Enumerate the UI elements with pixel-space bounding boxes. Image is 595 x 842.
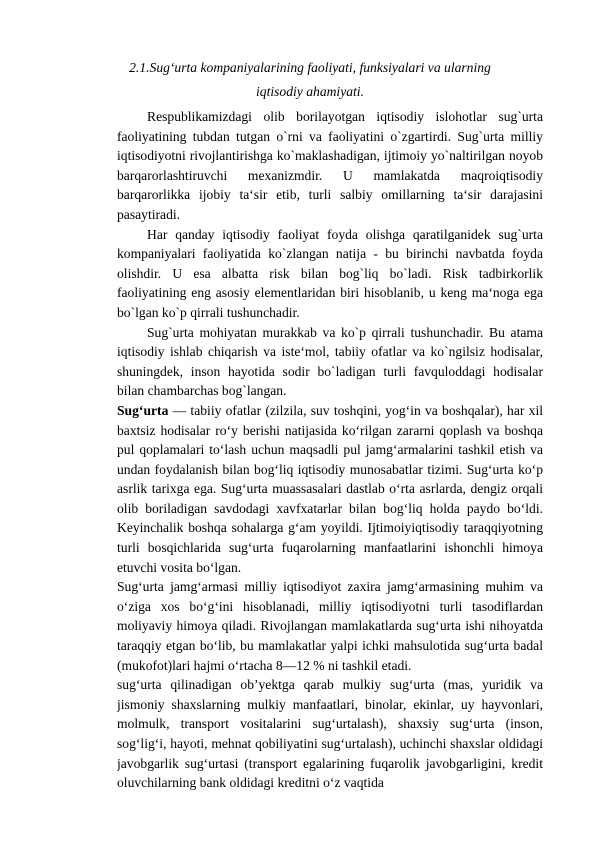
paragraph-definition [117,401,543,577]
paragraph-insurance-essence: Sug`urta mohiyatan murakkab va ko`p qirrali tushunchadir. Bu atama iqtisodiy ishlab chiqarish va iste‘mol, tabiiy ofatlar va ko`ngilsiz hodisalar, shuningdek, inson hayotida sodir bo`ladigan turli favquloddagi hodisalar bilan chambarchas bog`langan. [117,324,543,399]
paragraph-insurance-types: sug‘urta qilinadigan ob’yektga qarab mulkiy sug‘urta (mas, yuridik va jismoniy shaxslarning mulkiy manfaatlari, binolar, ekinlar, uy hayvonlari, molmulk, transport vositalarini sug‘urtalash), shaxsiy sug‘urta (inson, sog‘lig‘i, hayoti, mehnat qobiliyatini sug‘urtalash), uchinchi shaxslar oldidagi javobgarlik sug‘urtasi (transport egalarining fuqarolik javobgarligini, kredit oluvchilarning bank oldidagi kreditni o‘z vaqtida [117,677,543,791]
paragraph-profit-risk: Har qanday iqtisodiy faoliyat foyda olishga qaratilganidek sug`urta kompaniyalari faoliyatida ko`zlangan natija - bu birinchi navbatda foyda olishdir. U esa albatta risk bilan bog`liq bo`ladi. Risk tadbirkorlik faoliyatining eng asosiy elementlaridan biri hisoblanib, u keng ma‘noga ega bo`lgan ko`p qirrali tushunchadir. [117,226,543,320]
definition-text: — tabiiy ofatlar (zilzila, suv toshqini, yog‘in va boshqalar), har xil baxtsiz hodisalar ro‘y berishi natijasida ko‘rilgan zararni qoplash va boshqa pul qoplamalari to‘lash uchun maqsadli pul jamg‘armalarini tashkil etish va undan foydalanish bilan bog‘liq iqtisodiy munosabatlar tizimi. Sug‘urta ko‘p asrlik tarixga ega. Sug‘urta muassasalari dastlab o‘rta asrlarda, dengiz orqali olib boriladigan savdodagi xavfxatarlar bilan bog‘liq holda paydo bo‘ldi. Keyinchalik boshqa sohalarga g‘am yoyildi. Ijtimoiyiqtisodiy taraqqiyotning turli bosqichlarida sug‘urta fuqarolarning manfaatlarini ishonchli himoya etuvchi vosita bo‘lgan. [117,402,543,575]
section-heading-line-2: iqtisodiy ahamiyati. [256,84,364,99]
paragraph-insurance-fund: Sug‘urta jamg‘armasi milliy iqtisodiyot zaxira jamg‘armasining muhim va o‘ziga xos bo‘g‘ini hisoblanadi, milliy iqtisodiyotni turli tasodiflardan moliyaviy himoya qiladi. Rivojlangan mamlakatlarda sug‘urta ishi nihoyatda taraqqiy etgan bo‘lib, bu mamlakatlar yalpi ichki mahsulotida sug‘urta badal (mukofot)lari hajmi o‘rtacha 8—12 % ni tashkil etadi. [117,579,543,673]
section-heading-line-1: 2.1.Sug‘urta kompaniyalarining faoliyati, funksiyalari va ularning [129,60,491,75]
body-text [117,107,543,827]
paragraph-reforms: Respublikamizdagi olib borilayotgan iqtisodiy islohotlar sug`urta faoliyatining tubdan tutgan o`rni va faoliyatini o`zgartirdi. Sug`urta milliy iqtisodiyotni rivojlantirishga ko`maklashadigan, ijtimoiy yo`naltirilgan noyob barqarorlashtiruvchi mexanizmdir. U mamlakatda maqroiqtisodiy barqarorlikka ijobiy ta‘sir etib, turli salbiy omillarning ta‘sir darajasini pasaytiradi. [117,109,543,222]
definition-term: Sug‘urta [117,402,169,418]
